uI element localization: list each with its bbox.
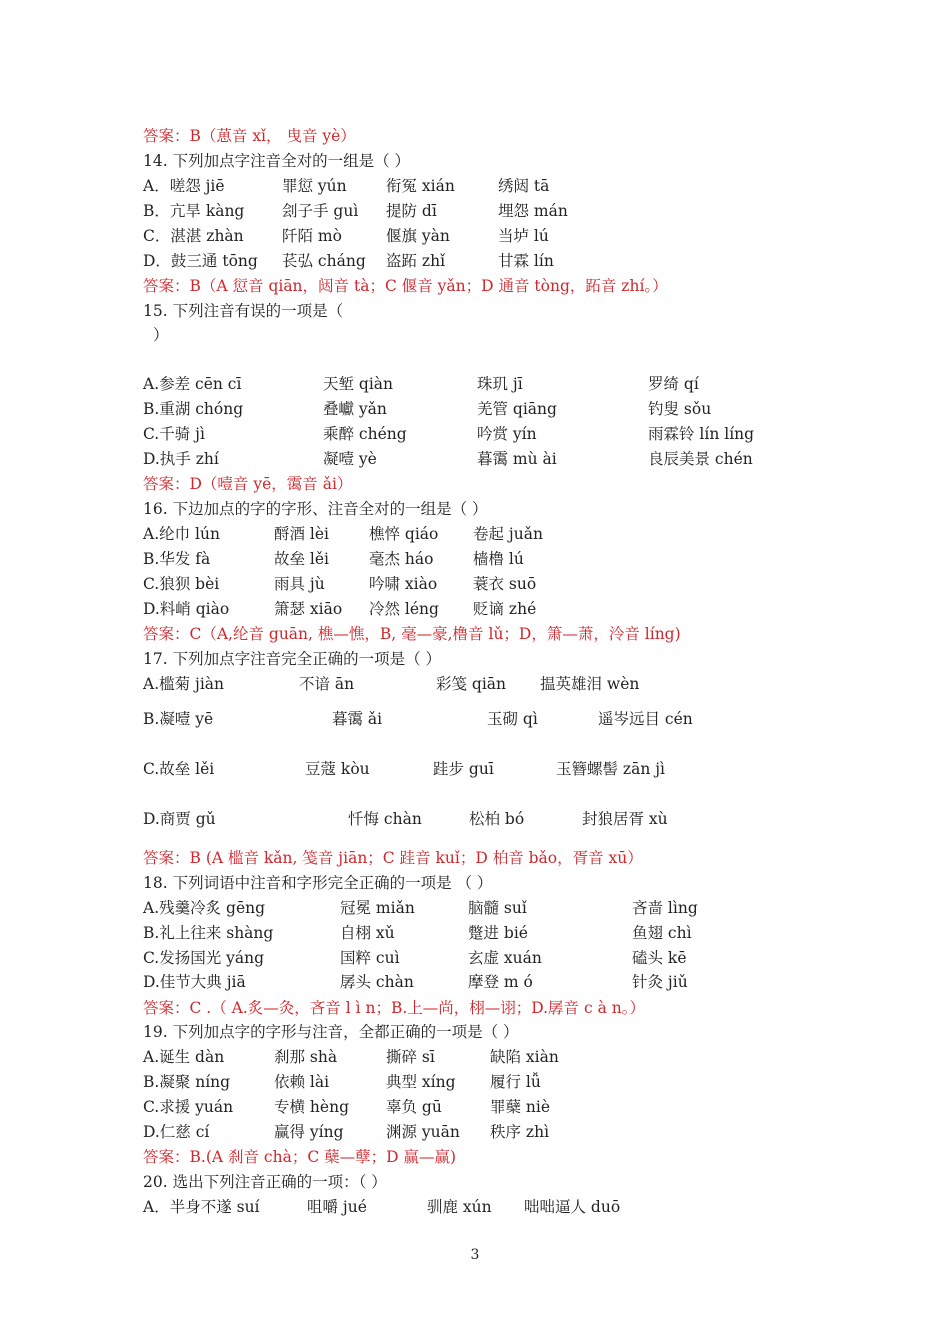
option-cell: 咀嚼 jué [307, 1198, 367, 1216]
option-cell: 埋怨 mán [498, 202, 568, 220]
option-cell: 凝噎 yè [323, 450, 377, 468]
option-cell: A.槛菊 jiàn [143, 675, 225, 693]
question-line: 20. 选出下列注音正确的一项：（ ） [143, 1173, 387, 1191]
option-cell: A.参差 cēn cī [143, 375, 242, 393]
option-cell: D.商贾 gǔ [143, 810, 216, 828]
option-cell: 钓叟 sǒu [648, 400, 712, 418]
option-cell: 苌弘 cháng [282, 252, 366, 270]
option-cell: A．半身不遂 suí [143, 1198, 260, 1216]
option-cell: 针灸 jiǔ [632, 973, 688, 991]
option-cell: D.料峭 qiào [143, 600, 230, 618]
answer-line: 答案：C .（ A.炙—灸，吝音 l ì n；B.上—尚，栩—诩；D.孱音 c à n。） [143, 999, 645, 1017]
option-cell: 暮霭 ǎi [332, 710, 383, 728]
option-cell: 吟赏 yín [477, 425, 537, 443]
option-cell: 遥岑远目 cén [598, 710, 693, 728]
option-cell: 珠玑 jī [477, 375, 523, 393]
option-cell: 乘醉 chéng [323, 425, 407, 443]
option-cell: 箫瑟 xiāo [274, 600, 343, 618]
option-cell: D．鼓三通 tōng [143, 252, 258, 270]
question-line: 14. 下列加点字注音全对的一组是（ ） [143, 152, 411, 170]
answer-line: 答案：B.(A 刹音 chà；C 蘖—孽；D 赢—赢) [143, 1148, 457, 1166]
option-cell: 良辰美景 chén [648, 450, 753, 468]
option-cell: 驯鹿 xún [427, 1198, 492, 1216]
option-cell: A.纶巾 lún [143, 525, 220, 543]
option-cell: 雨霖铃 lín líng [648, 425, 755, 443]
option-cell: 玉簪螺髻 zān jì [556, 760, 666, 778]
question-line: 16. 下边加点的字的字形、注音全对的一组是（ ） [143, 500, 488, 518]
option-cell: 罪愆 yún [282, 177, 347, 195]
option-cell: 罪蘖 niè [490, 1098, 551, 1116]
option-cell: 雨具 jù [274, 575, 325, 593]
option-cell: 典型 xíng [386, 1073, 456, 1091]
option-cell: 暮霭 mù ài [477, 450, 557, 468]
option-cell: 缺陷 xiàn [490, 1048, 559, 1066]
option-cell: B.礼上往来 shàng [143, 924, 274, 942]
option-cell: 跬步 guī [433, 760, 494, 778]
option-cell: C.发扬国光 yáng [143, 949, 265, 967]
option-cell: A.残羹冷炙 gēng [143, 899, 266, 917]
answer-line: 答案：B（A 愆音 qiān，闼音 tà；C 偃音 yǎn；D 通音 tòng，跖音 zhí。） [143, 277, 668, 295]
option-cell: C.狼狈 bèi [143, 575, 220, 593]
option-cell: 罗绮 qí [648, 375, 699, 393]
option-cell: 赢得 yíng [274, 1123, 344, 1141]
option-cell: D.执手 zhí [143, 450, 219, 468]
option-cell: B．亢旱 kàng [143, 202, 245, 220]
question-line: ） [153, 326, 169, 344]
option-cell: 豆蔻 kòu [305, 760, 370, 778]
option-cell: 脑髓 suǐ [468, 899, 527, 917]
option-cell: 摩登 m ó [468, 973, 533, 991]
option-cell: 盗跖 zhǐ [386, 252, 446, 270]
option-cell: 玉砌 qì [487, 710, 538, 728]
option-cell: 刹那 shà [274, 1048, 338, 1066]
option-cell: 卷起 juǎn [473, 525, 543, 543]
option-cell: 孱头 chàn [340, 973, 414, 991]
option-cell: 叠巘 yǎn [323, 400, 387, 418]
option-cell: 松柏 bó [469, 810, 525, 828]
option-cell: D.仁慈 cí [143, 1123, 210, 1141]
question-line: 17. 下列加点字注音完全正确的一项是（ ） [143, 650, 442, 668]
option-cell: C.千骑 jì [143, 425, 205, 443]
option-cell: B.凝噎 yē [143, 710, 214, 728]
option-cell: 冠冕 miǎn [340, 899, 415, 917]
option-cell: 渊源 yuān [386, 1123, 460, 1141]
option-cell: 樯橹 lú [473, 550, 524, 568]
question-line: 15. 下列注音有误的一项是（ [143, 302, 344, 320]
option-cell: 天堑 qiàn [323, 375, 394, 393]
answer-line: 答案：D（噎音 yē，霭音 ǎi） [143, 475, 353, 493]
option-cell: D.佳节大典 jiā [143, 973, 246, 991]
option-cell: 彩笺 qiān [436, 675, 507, 693]
option-cell: 国粹 cuì [340, 949, 400, 967]
option-cell: 甘霖 lín [498, 252, 554, 270]
option-cell: 蹩进 bié [468, 924, 528, 942]
page-number: 3 [470, 1247, 480, 1263]
question-line: 18. 下列词语中注音和字形完全正确的一项是 （ ） [143, 874, 493, 892]
option-cell: 刽子手 guì [282, 202, 359, 220]
option-cell: B.凝聚 níng [143, 1073, 231, 1091]
option-cell: 咄咄逼人 duō [524, 1198, 621, 1216]
option-cell: 绣闼 tā [498, 177, 550, 195]
option-cell: C.故垒 lěi [143, 760, 215, 778]
option-cell: 蓑衣 suō [473, 575, 537, 593]
option-cell: 故垒 lěi [274, 550, 330, 568]
option-cell: B.重湖 chóng [143, 400, 244, 418]
option-cell: 偃旗 yàn [386, 227, 450, 245]
option-cell: 履行 lǚ [490, 1073, 541, 1091]
option-cell: 樵悴 qiáo [369, 525, 439, 543]
option-cell: A.诞生 dàn [143, 1048, 225, 1066]
option-cell: 专横 hèng [274, 1098, 349, 1116]
option-cell: 自栩 xǔ [340, 924, 395, 942]
option-cell: 忏悔 chàn [348, 810, 422, 828]
option-cell: 鱼翅 chì [632, 924, 692, 942]
option-cell: 提防 dī [386, 202, 437, 220]
option-cell: 羌管 qiāng [477, 400, 557, 418]
option-cell: 依赖 lài [274, 1073, 330, 1091]
option-cell: B.华发 fà [143, 550, 211, 568]
option-cell: 不谙 ān [299, 675, 355, 693]
option-cell: 玄虚 xuán [468, 949, 542, 967]
option-cell: 阡陌 mò [282, 227, 342, 245]
question-line: 19. 下列加点字的字形与注音，全都正确的一项是（ ） [143, 1023, 519, 1041]
option-cell: 冷然 léng [369, 600, 439, 618]
answer-line: 答案：B（葸音 xǐ， 曳音 yè） [143, 127, 356, 145]
option-cell: 揾英雄泪 wèn [540, 675, 640, 693]
option-cell: 酹酒 lèi [274, 525, 330, 543]
option-cell: 吟啸 xiào [369, 575, 438, 593]
option-cell: 吝啬 lìng [632, 899, 698, 917]
option-cell: 封狼居胥 xù [582, 810, 668, 828]
option-cell: 磕头 kē [632, 949, 687, 967]
option-cell: 撕碎 sī [386, 1048, 435, 1066]
option-cell: 衔冤 xián [386, 177, 455, 195]
option-cell: C.求援 yuán [143, 1098, 234, 1116]
answer-line: 答案：C（A,纶音 guān, 樵—憔，B, 毫—豪,橹音 lǔ；D，箫—萧，泠音 líng) [143, 625, 681, 643]
option-cell: 秩序 zhì [490, 1123, 550, 1141]
option-cell: C．湛湛 zhàn [143, 227, 244, 245]
answer-line: 答案：B (A 槛音 kǎn, 笺音 jiān；C 跬音 kuǐ；D 柏音 bǎo，胥音 xū） [143, 849, 643, 867]
option-cell: 毫杰 háo [369, 550, 434, 568]
option-cell: 贬谪 zhé [473, 600, 537, 618]
option-cell: 辜负 gū [386, 1098, 442, 1116]
option-cell: 当垆 lú [498, 227, 549, 245]
option-cell: A．嗟怨 jiē [143, 177, 225, 195]
